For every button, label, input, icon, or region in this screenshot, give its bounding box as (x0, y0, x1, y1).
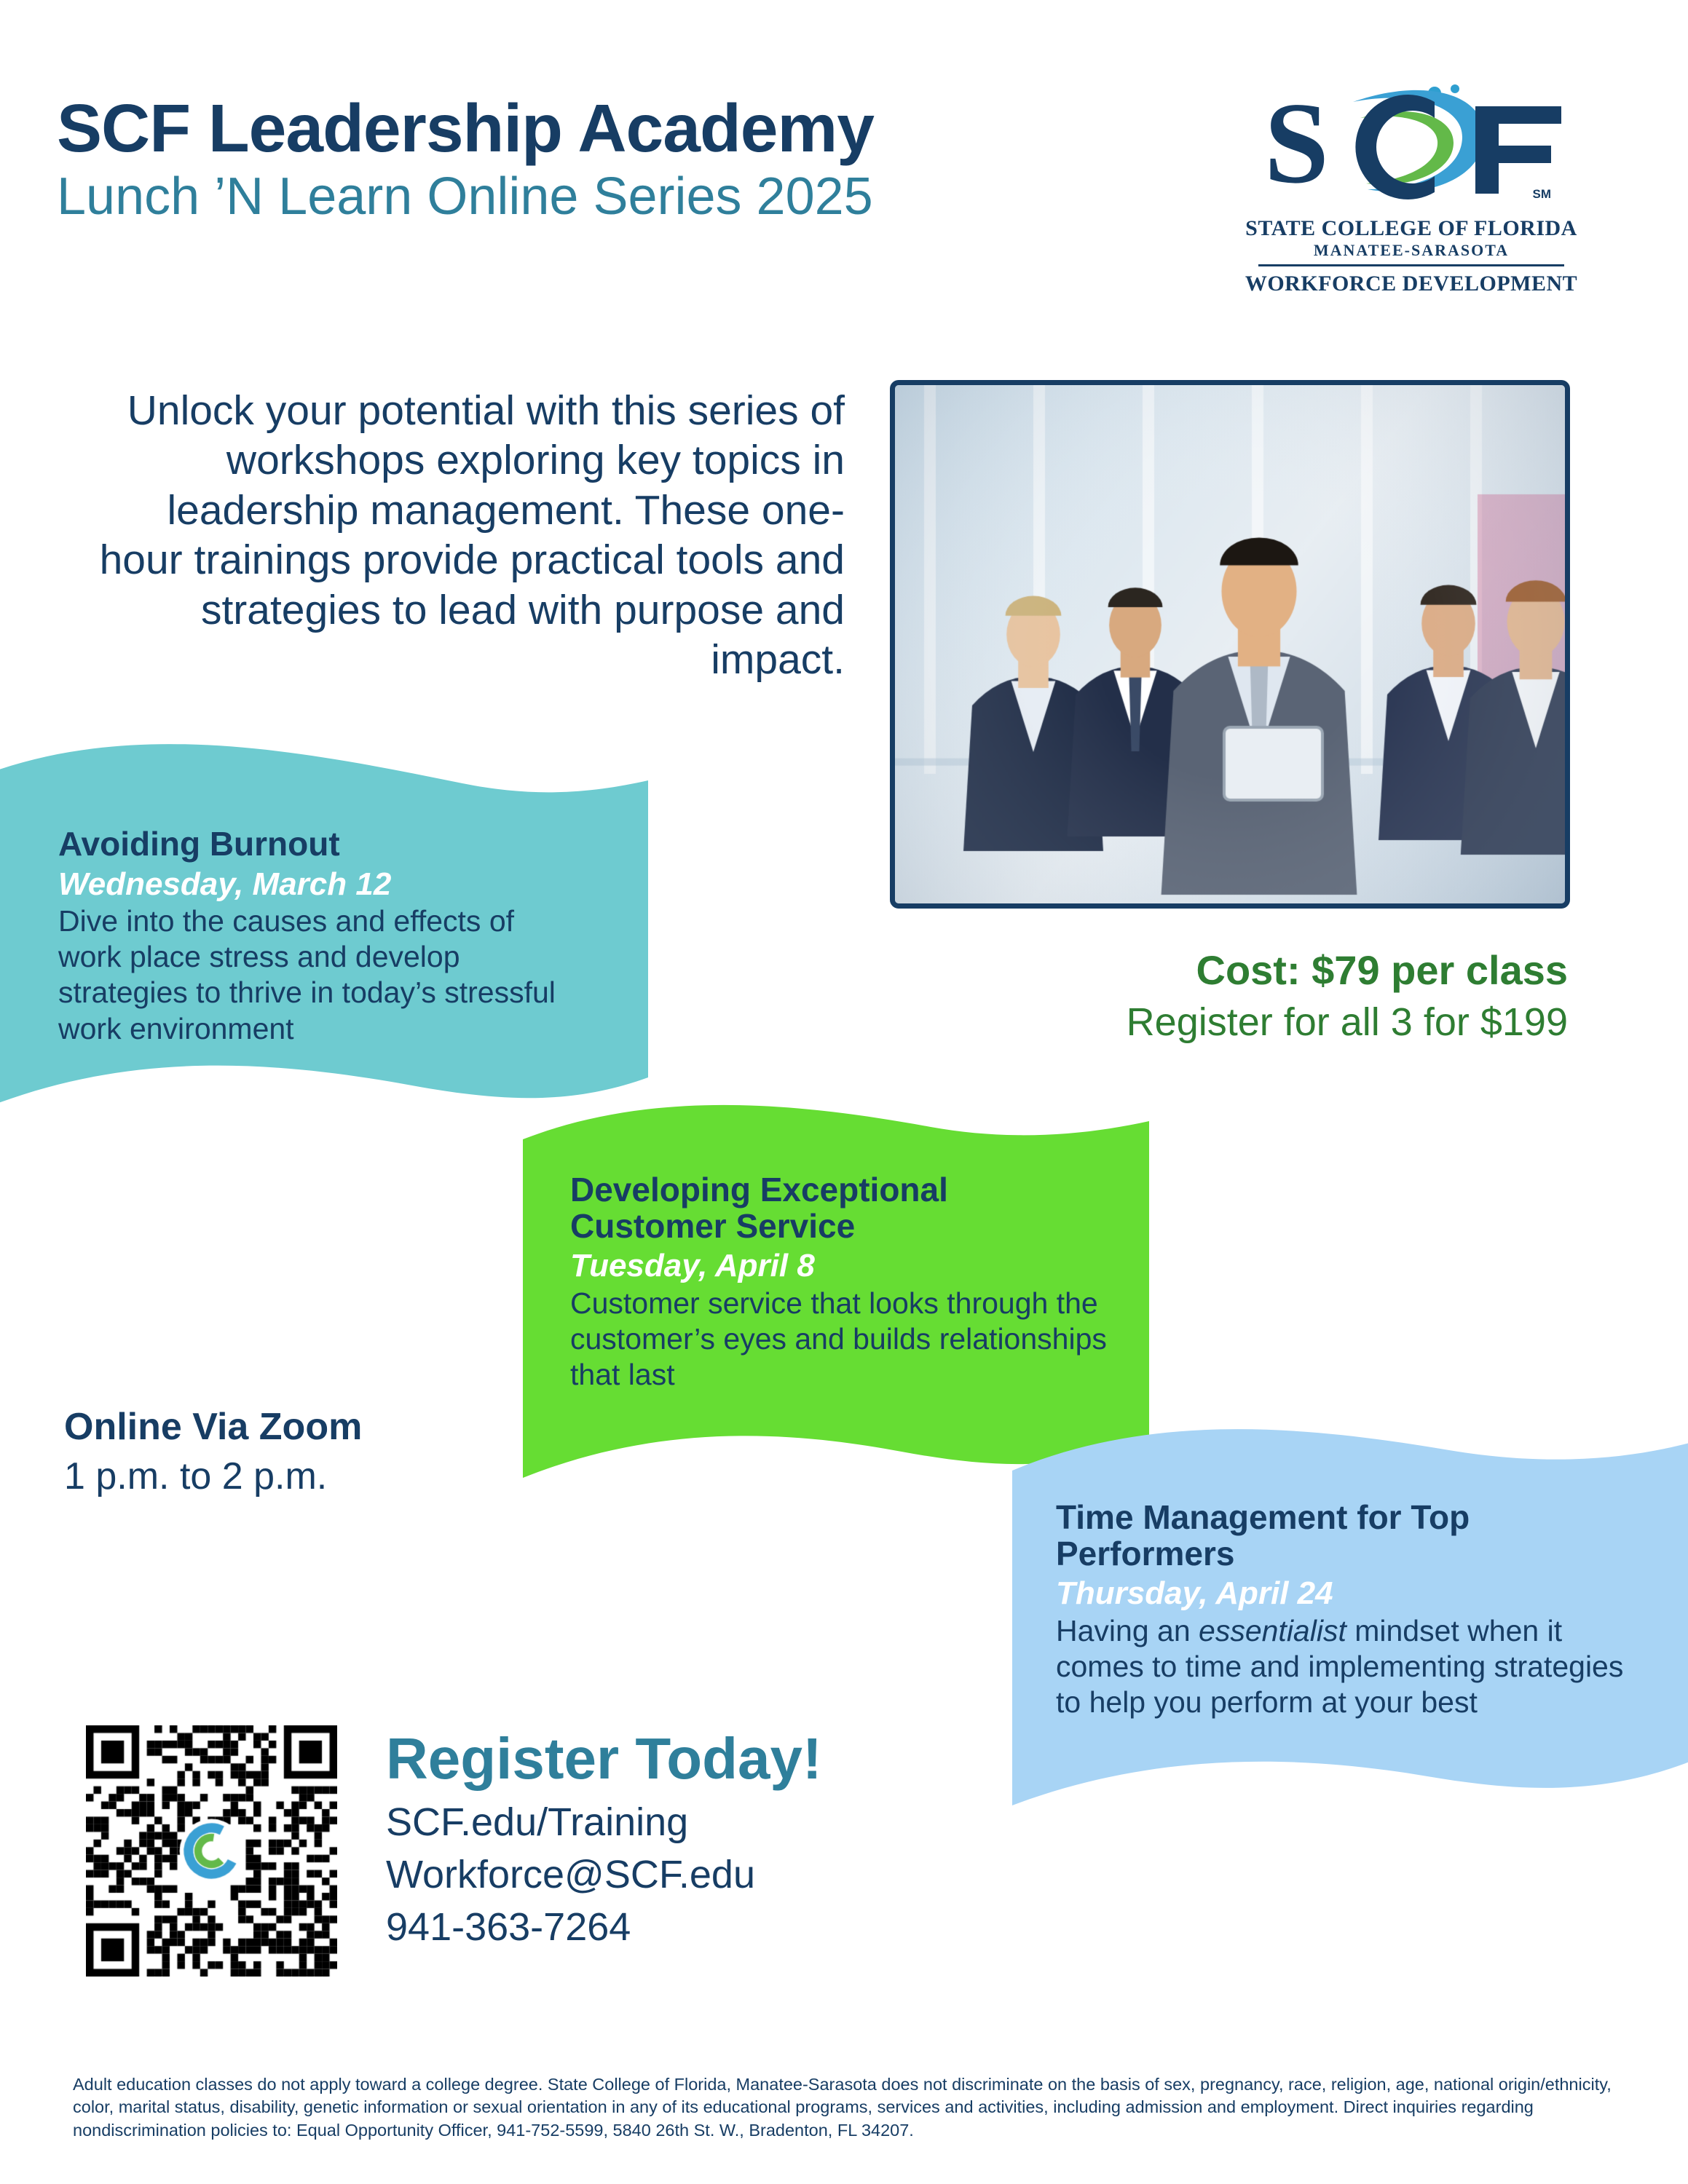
session-description: Dive into the causes and effects of work place stress and develop strategies to thrive in today’s stressful work environment (58, 904, 556, 1045)
svg-text:S: S (1264, 80, 1329, 207)
session-description: Having an essentialist mindset when it comes to time and implementing strategies to help you perform at your best (1056, 1613, 1624, 1720)
session-date: Tuesday, April 8 (570, 1248, 815, 1284)
session-text-2 (570, 1172, 1109, 1393)
session-text-1 (58, 826, 561, 1047)
register-email[interactable]: Workforce@SCF.edu (386, 1853, 755, 1896)
register-website[interactable]: SCF.edu/Training (386, 1800, 689, 1844)
session-title: Avoiding Burnout (58, 825, 340, 863)
cost-bundle: Register for all 3 for $199 (1126, 1000, 1568, 1044)
service-mark: SM (1532, 187, 1551, 201)
page-subtitle: Lunch ’N Learn Online Series 2025 (57, 167, 873, 226)
session-date: Wednesday, March 12 (58, 866, 392, 902)
hero-photo-canvas (895, 385, 1565, 903)
register-block (386, 1725, 822, 1950)
session-card-time-management (1012, 1420, 1688, 1915)
legal-disclaimer: Adult education classes do not apply toward a college degree. State College of Florida, Manatee-Sarasota does not discriminate on the basis of sex, pregnancy, race, religion, age, national origin/ethnicity, color, marital status, disability, genetic information or sexual orientation in any of its educational programs, services and activities, including admission and employment. Direct inquiries regarding nondiscrimination policies to: Equal Opportunity Officer, 941-752-5599, 5840 26th St. W., Bradenton, FL 34207. (73, 2075, 1612, 2140)
logo-divider (1258, 264, 1564, 266)
qr-code-canvas[interactable] (86, 1725, 337, 1977)
session-text-3 (1056, 1500, 1631, 1720)
logo-region: MANATEE-SARASOTA (1313, 241, 1510, 259)
delivery-time: 1 p.m. to 2 p.m. (64, 1455, 328, 1497)
register-heading: Register Today! (386, 1726, 822, 1791)
scf-logo (1244, 80, 1579, 296)
title-block (57, 90, 874, 226)
scf-logo-mark (1244, 80, 1579, 215)
cost-block (1127, 946, 1568, 1045)
page-title: SCF Leadership Academy (57, 90, 874, 166)
scf-monogram-icon (1244, 80, 1579, 215)
logo-department: WORKFORCE DEVELOPMENT (1245, 272, 1578, 296)
logo-institution: STATE COLLEGE OF FLORIDA (1245, 216, 1577, 240)
delivery-info (64, 1405, 362, 1498)
qr-code[interactable] (86, 1725, 337, 1977)
session-date: Thursday, April 24 (1056, 1575, 1333, 1612)
flyer-header (0, 73, 1688, 335)
hero-photo (890, 380, 1570, 909)
session-title: Time Management for Top Performers (1056, 1498, 1470, 1572)
session-title: Developing Exceptional Customer Service (570, 1171, 948, 1245)
delivery-method: Online Via Zoom (64, 1406, 363, 1448)
session-description: Customer service that looks through the customer’s eyes and builds relationships that last (570, 1286, 1107, 1392)
intro-paragraph: Unlock your potential with this series of workshops exploring key topics in leadership management. These one-hour trainings provide practical tools and strategies to lead with purpose and impact. (99, 387, 845, 683)
cost-per-class: Cost: $79 per class (1196, 947, 1568, 993)
register-phone[interactable]: 941-363-7264 (386, 1905, 631, 1949)
